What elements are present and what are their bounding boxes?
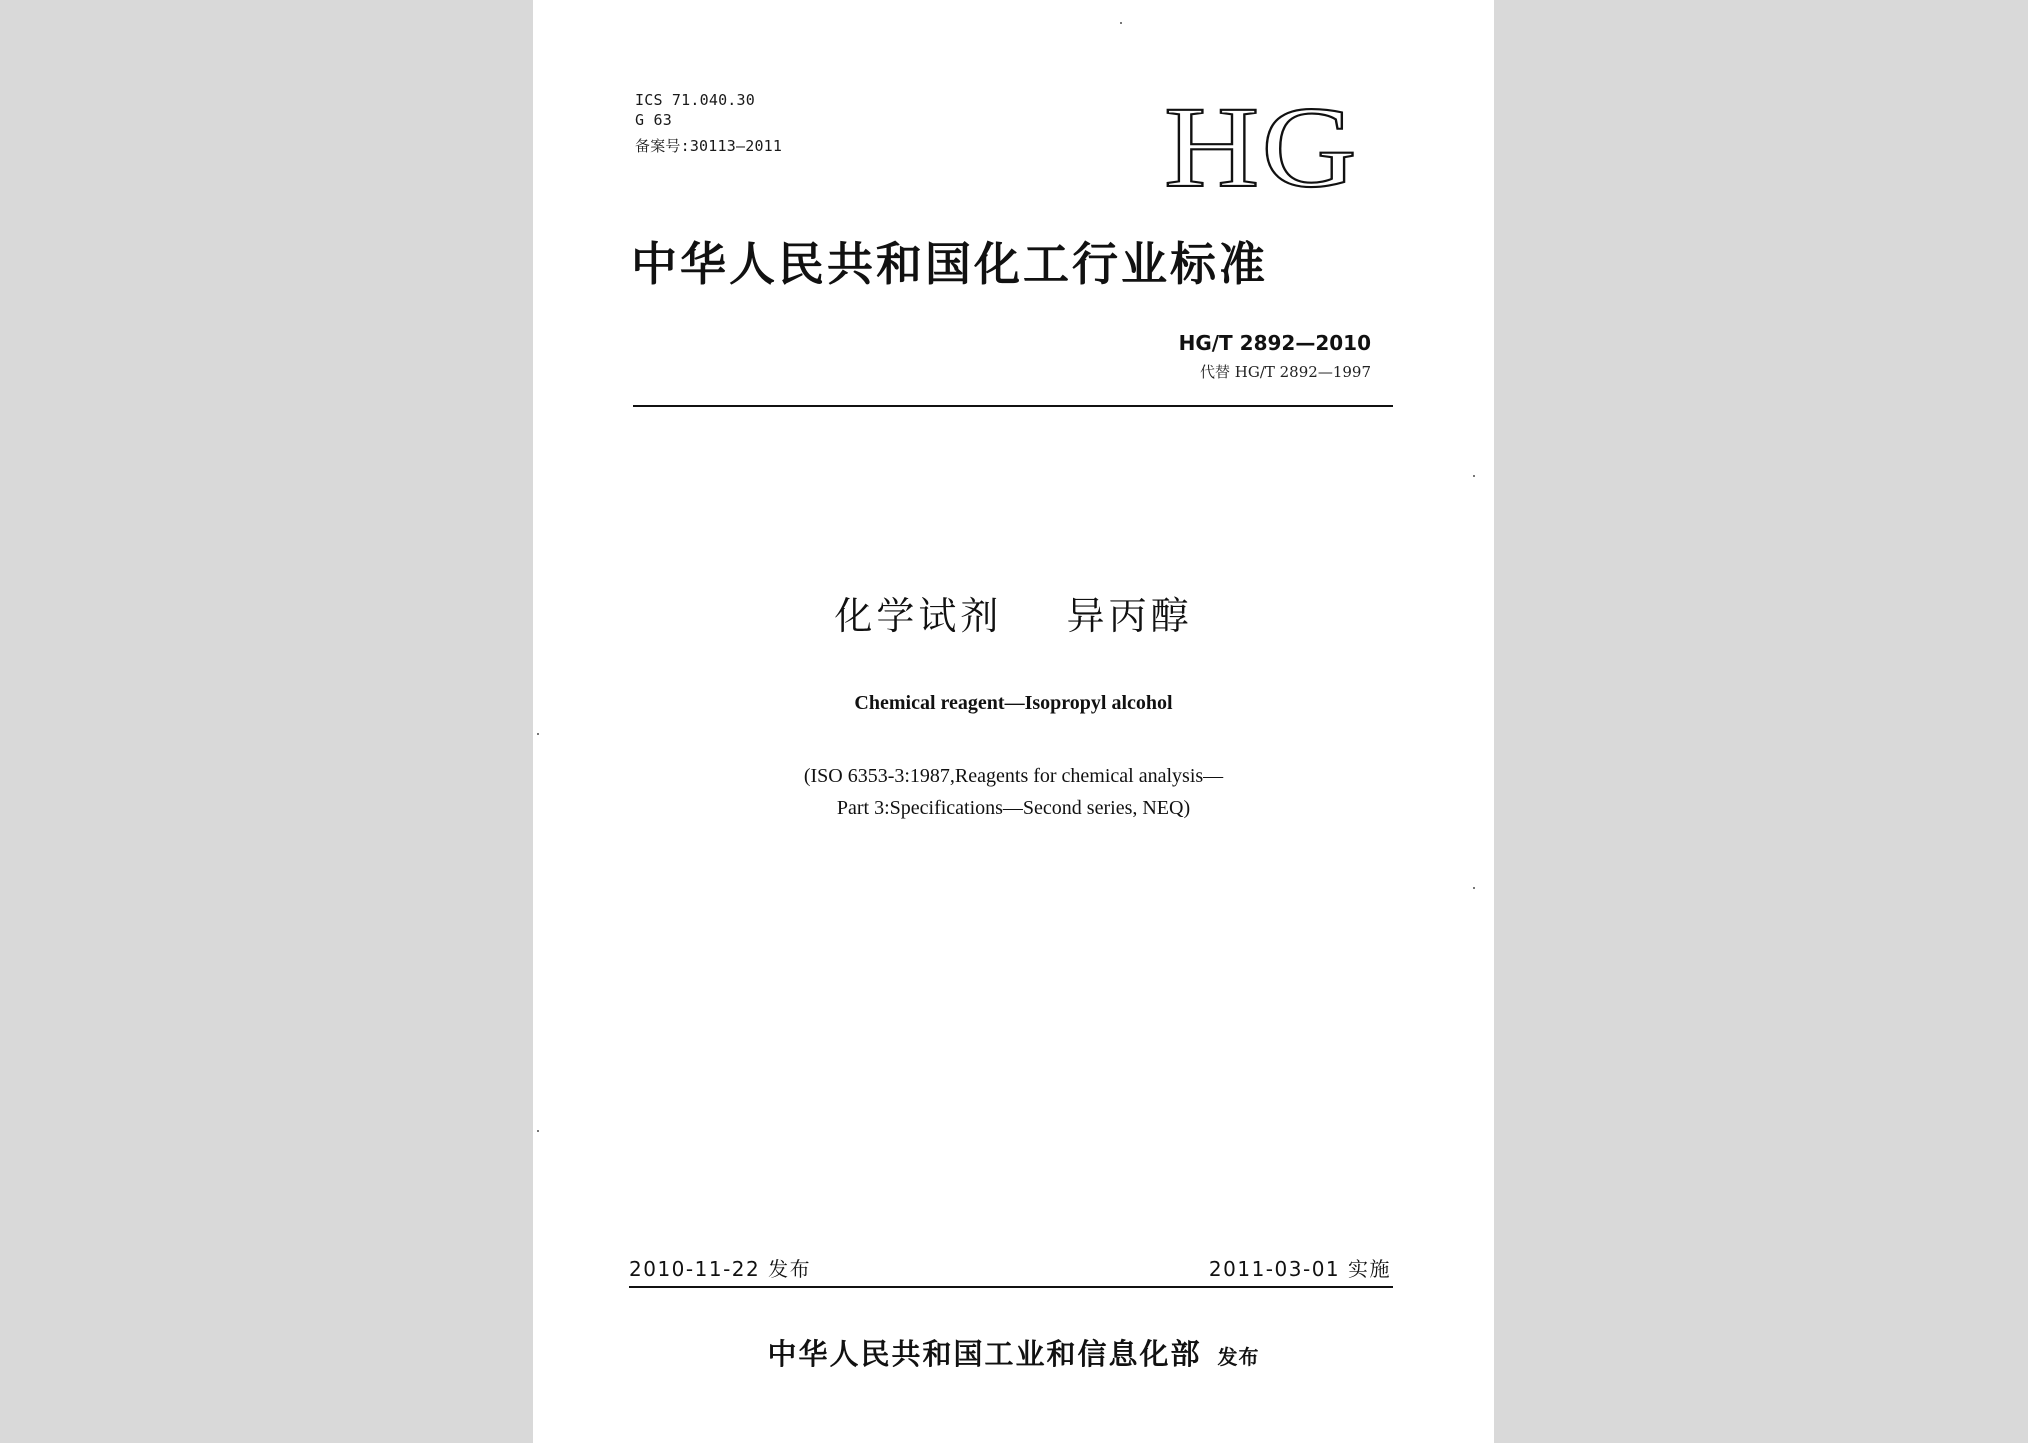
iso-reference-line-1: (ISO 6353-3:1987,Reagents for chemical analysis— <box>803 765 1224 787</box>
standard-category-title: 中华人民共和国化工行业标准 <box>631 237 1268 291</box>
scan-speck <box>537 733 539 735</box>
iso-reference-line-2: Part 3:Specifications—Second series, NEQ) <box>836 797 1191 819</box>
replaces-code: 代替 HG/T 2892—1997 <box>1199 363 1371 381</box>
scan-speck <box>1473 887 1475 889</box>
standard-code: HG/T 2892—2010 <box>1178 331 1371 355</box>
ics-code: ICS 71.040.30 <box>635 91 755 109</box>
ccs-code: G 63 <box>635 111 672 129</box>
document-title-cn: 化学试剂 异丙醇 <box>834 594 1193 638</box>
document-title-en: Chemical reagent—Isopropyl alcohol <box>854 692 1173 714</box>
header-divider <box>633 405 1393 407</box>
scan-speck <box>1473 475 1475 477</box>
hg-logo: HG <box>1164 82 1359 212</box>
publisher-name: 中华人民共和国工业和信息化部 <box>767 1337 1202 1371</box>
footer-divider <box>629 1286 1393 1288</box>
record-number: 备案号:30113—2011 <box>635 137 783 155</box>
publisher-line <box>533 1336 1494 1375</box>
document-page <box>533 0 1494 1443</box>
publisher-action: 发布 <box>1217 1345 1260 1369</box>
issue-date: 2010-11-22 发布 <box>629 1257 812 1281</box>
scan-speck <box>537 1130 539 1132</box>
effective-date: 2011-03-01 实施 <box>1208 1257 1391 1281</box>
scan-speck <box>1120 22 1122 24</box>
